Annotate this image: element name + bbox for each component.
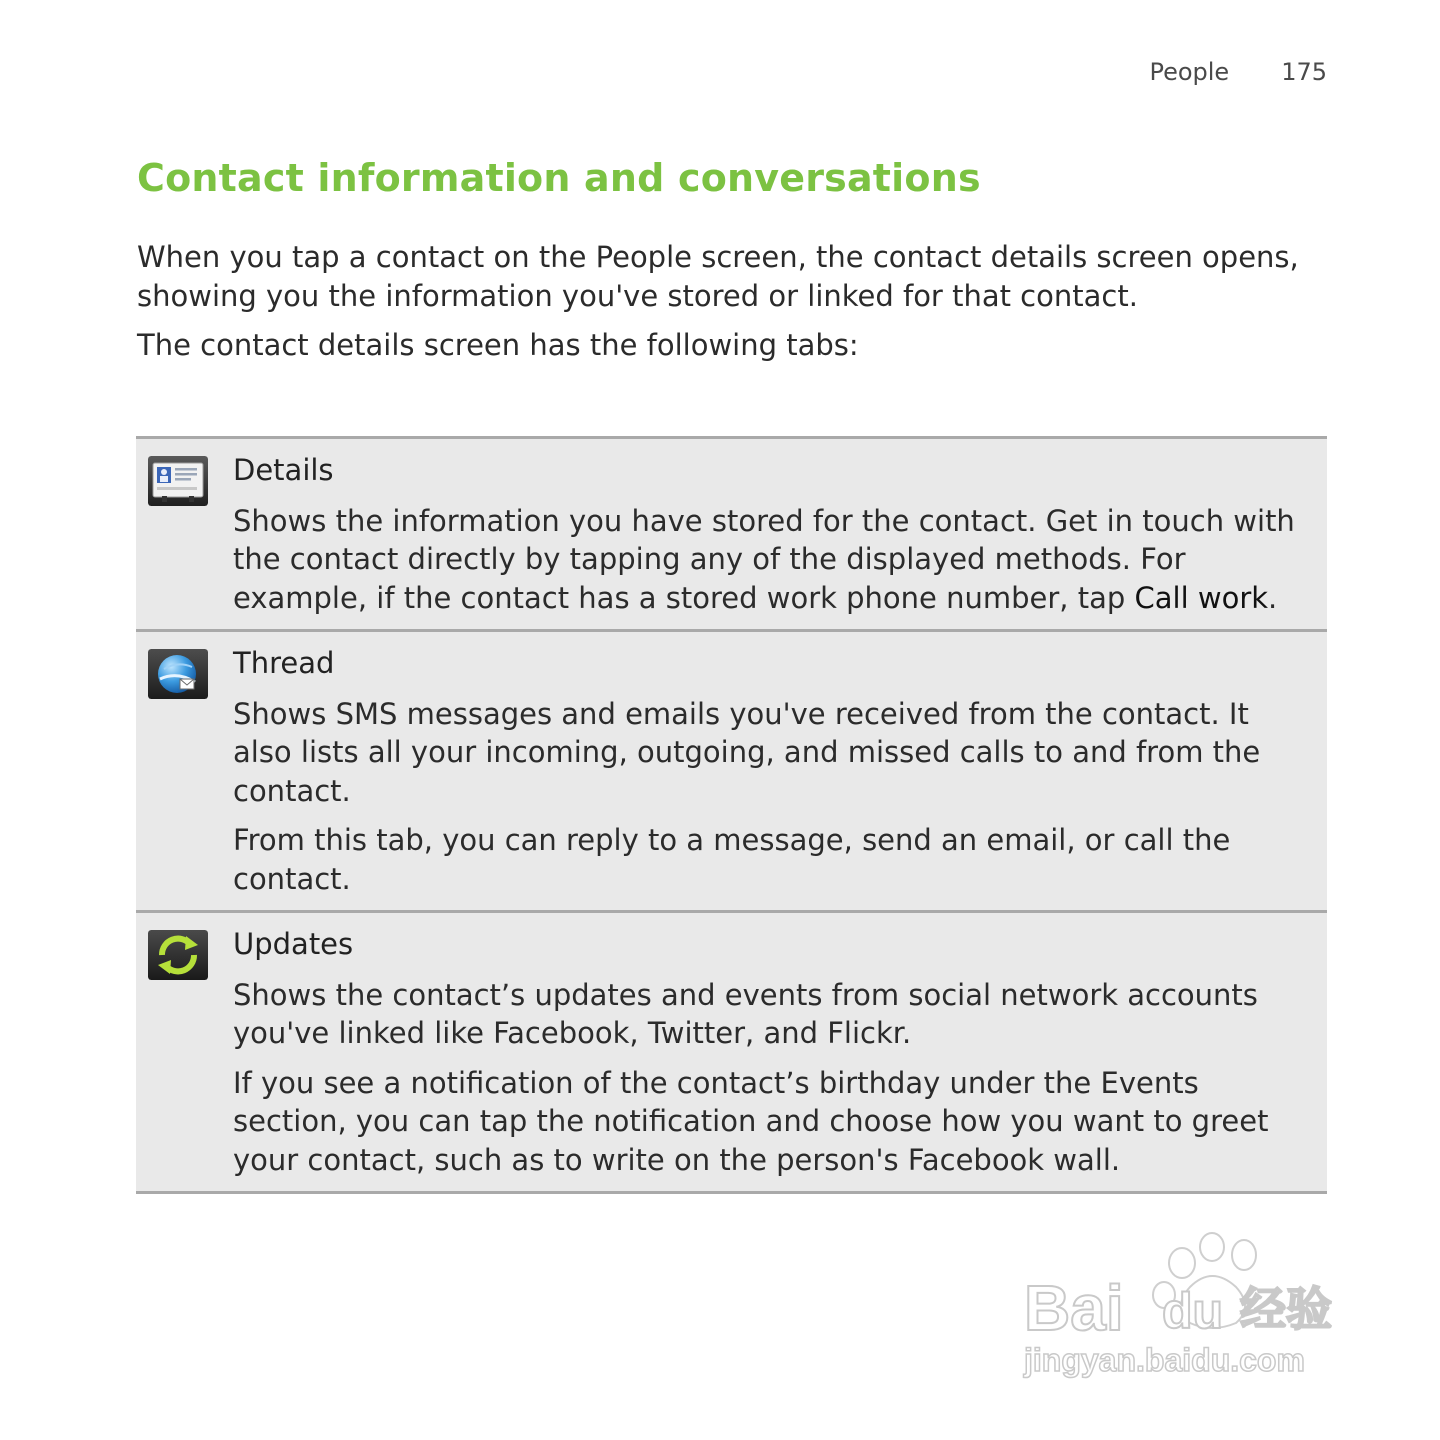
- tab-description: If you see a notification of the contact’s birthday under the Events section, you can tap the notification and choose how you want to greet your contact, such as to write on the person's Facebook wall.: [233, 1065, 1269, 1177]
- svg-text:jingyan.baidu.com: jingyan.baidu.com: [1024, 1342, 1305, 1378]
- intro-paragraph-2: The contact details screen has the following tabs:: [137, 328, 859, 362]
- table-row-updates: [136, 913, 1327, 1194]
- section-name: People: [1149, 58, 1230, 86]
- tab-name: Thread: [233, 646, 335, 680]
- table-row-details: [136, 439, 1327, 632]
- table-row-thread: [136, 632, 1327, 913]
- tabs-table: [136, 436, 1327, 1194]
- svg-text:经验: 经验: [1240, 1283, 1332, 1335]
- tab-description: From this tab, you can reply to a message, send an email, or call the contact.: [233, 823, 1231, 896]
- tab-description: Shows SMS messages and emails you've received from the contact. It also lists all your incoming, outgoing, and missed calls to and from the contact.: [233, 696, 1261, 808]
- tab-description: Shows the information you have stored for the contact. Get in touch with the contact directly by tapping any of the displayed methods. For example, if the contact has a stored work phone number, tap Call work.: [233, 503, 1295, 615]
- tab-name: Updates: [233, 927, 354, 961]
- intro-paragraph-1: When you tap a contact on the People screen, the contact details screen opens, showing you the information you've stored or linked for that contact.: [137, 240, 1299, 313]
- tab-description: Shows the contact’s updates and events from social network accounts you've linked like Facebook, Twitter, and Flickr.: [233, 977, 1258, 1050]
- intro-text: [137, 238, 1317, 376]
- tab-name: Details: [233, 453, 334, 487]
- ui-term-call-work: Call work: [1134, 580, 1269, 615]
- baidu-watermark-logo: [1022, 1225, 1352, 1385]
- contact-card-icon: [148, 456, 208, 506]
- globe-thread-icon: [148, 649, 208, 699]
- running-header: [1149, 58, 1327, 86]
- section-title: Contact information and conversations: [137, 156, 981, 200]
- svg-text:du: du: [1162, 1283, 1224, 1339]
- page-number: 175: [1281, 58, 1327, 86]
- svg-text:Bai: Bai: [1024, 1272, 1124, 1344]
- refresh-updates-icon: [148, 930, 208, 980]
